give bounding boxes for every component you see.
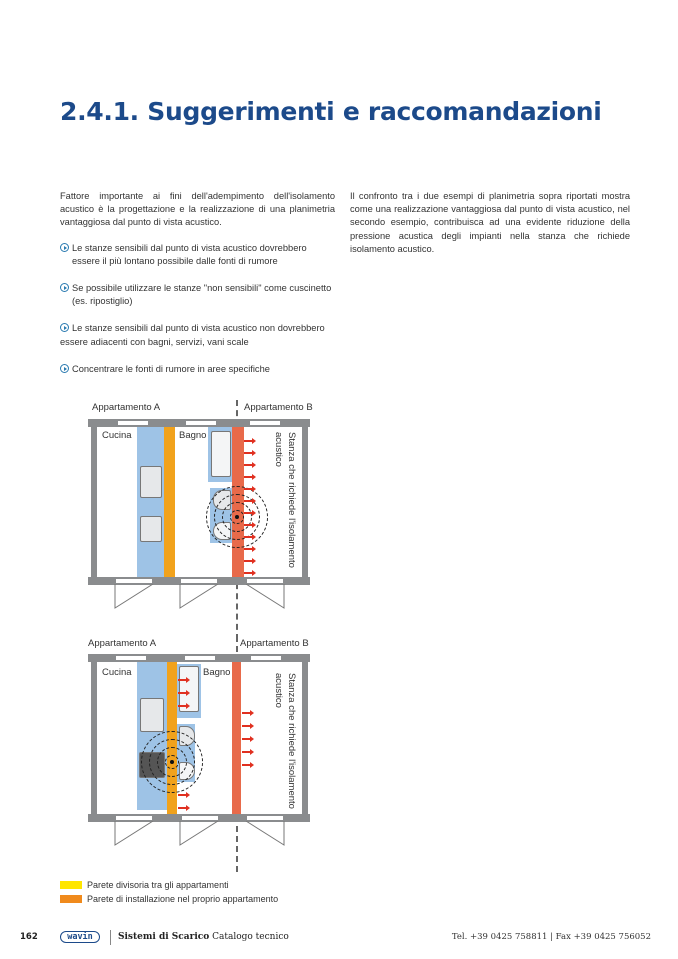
noise-arrow-icon [242,712,251,714]
noise-source-dot [170,760,174,764]
window [250,655,282,661]
page-title: 2.4.1. Suggerimenti e raccomandazioni [60,97,602,126]
bullet-item: Le stanze sensibili dal punto di vista acustico non dovrebbero essere adiacenti con bagni, servizi, vani scale [60,323,325,347]
noise-arrow-icon [242,725,251,727]
bullet-item: Concentrare le fonti di rumore in aree specifiche [60,363,335,376]
footer-divider [110,930,111,945]
kitchen-label: Cucina [102,430,132,441]
left-wall [91,662,97,814]
bullet-item: Se possibile utilizzare le stanze "non sensibili" come cuscinetto (es. ripostiglio) [60,282,335,308]
noise-arrow-icon [178,692,187,694]
apartment-a-label: Appartamento A [88,638,157,649]
right-wall [302,662,308,814]
sensitive-room-label: Stanza che richiede l'isolamento acustico [273,673,297,809]
legend-swatch-yellow [60,881,82,889]
noise-arrow-icon [178,705,187,707]
sensitive-room-label: Stanza che richiede l'isolamento acustico [273,432,297,568]
noise-arrow-icon [178,679,187,681]
legend-item: Parete divisoria tra gli appartamenti [60,878,278,892]
legend [60,878,278,906]
noise-arrow-icon [178,794,187,796]
legend-swatch-orange [60,895,82,903]
contact-info: Tel. +39 0425 758811 | Fax +39 0425 756052 [451,932,651,942]
dividing-wall [232,662,241,814]
bullet-item: Le stanze sensibili dal punto di vista acustico dovrebbero essere il più lontano possibile dalle fonti di rumore [60,242,335,268]
noise-arrow-icon [242,738,251,740]
apartment-b-label: Appartamento B [240,638,309,649]
page-number: 162 [20,932,38,942]
window [115,655,147,661]
noise-arrow-icon [242,764,251,766]
bathroom-label: Bagno [203,667,231,678]
footer [0,930,678,946]
door-swings [110,821,310,847]
bathroom-label: Bagno [179,430,207,441]
apartment-b-label: Appartamento B [244,402,313,413]
sink-icon [140,698,164,732]
intro-paragraph: Fattore importante ai fini dell'adempimento dell'isolamento acustico è la progettazione e la realizzazione di una planimetria vantaggiosa dal punto di vista acustico. [60,191,335,228]
comparison-paragraph: Il confronto tra i due esempi di planimetria sopra riportati mostra come una realizzazione vantaggiosa dal punto di vista acustico, nel secondo esempio, contribuisca ad una evidente riduzione della pressione acustica degli impianti nella stanza che richiede isolamento acustico. [350,191,630,254]
window [184,655,216,661]
kitchen-label: Cucina [102,667,132,678]
wavin-logo: wavin [60,931,100,943]
apartment-a-label: Appartamento A [92,402,161,413]
noise-arrow-icon [242,751,251,753]
legend-item: Parete di installazione nel proprio appartamento [60,892,278,906]
catalog-title: Sistemi di Scarico Catalogo tecnico [118,932,289,942]
noise-arrow-icon [178,807,187,809]
